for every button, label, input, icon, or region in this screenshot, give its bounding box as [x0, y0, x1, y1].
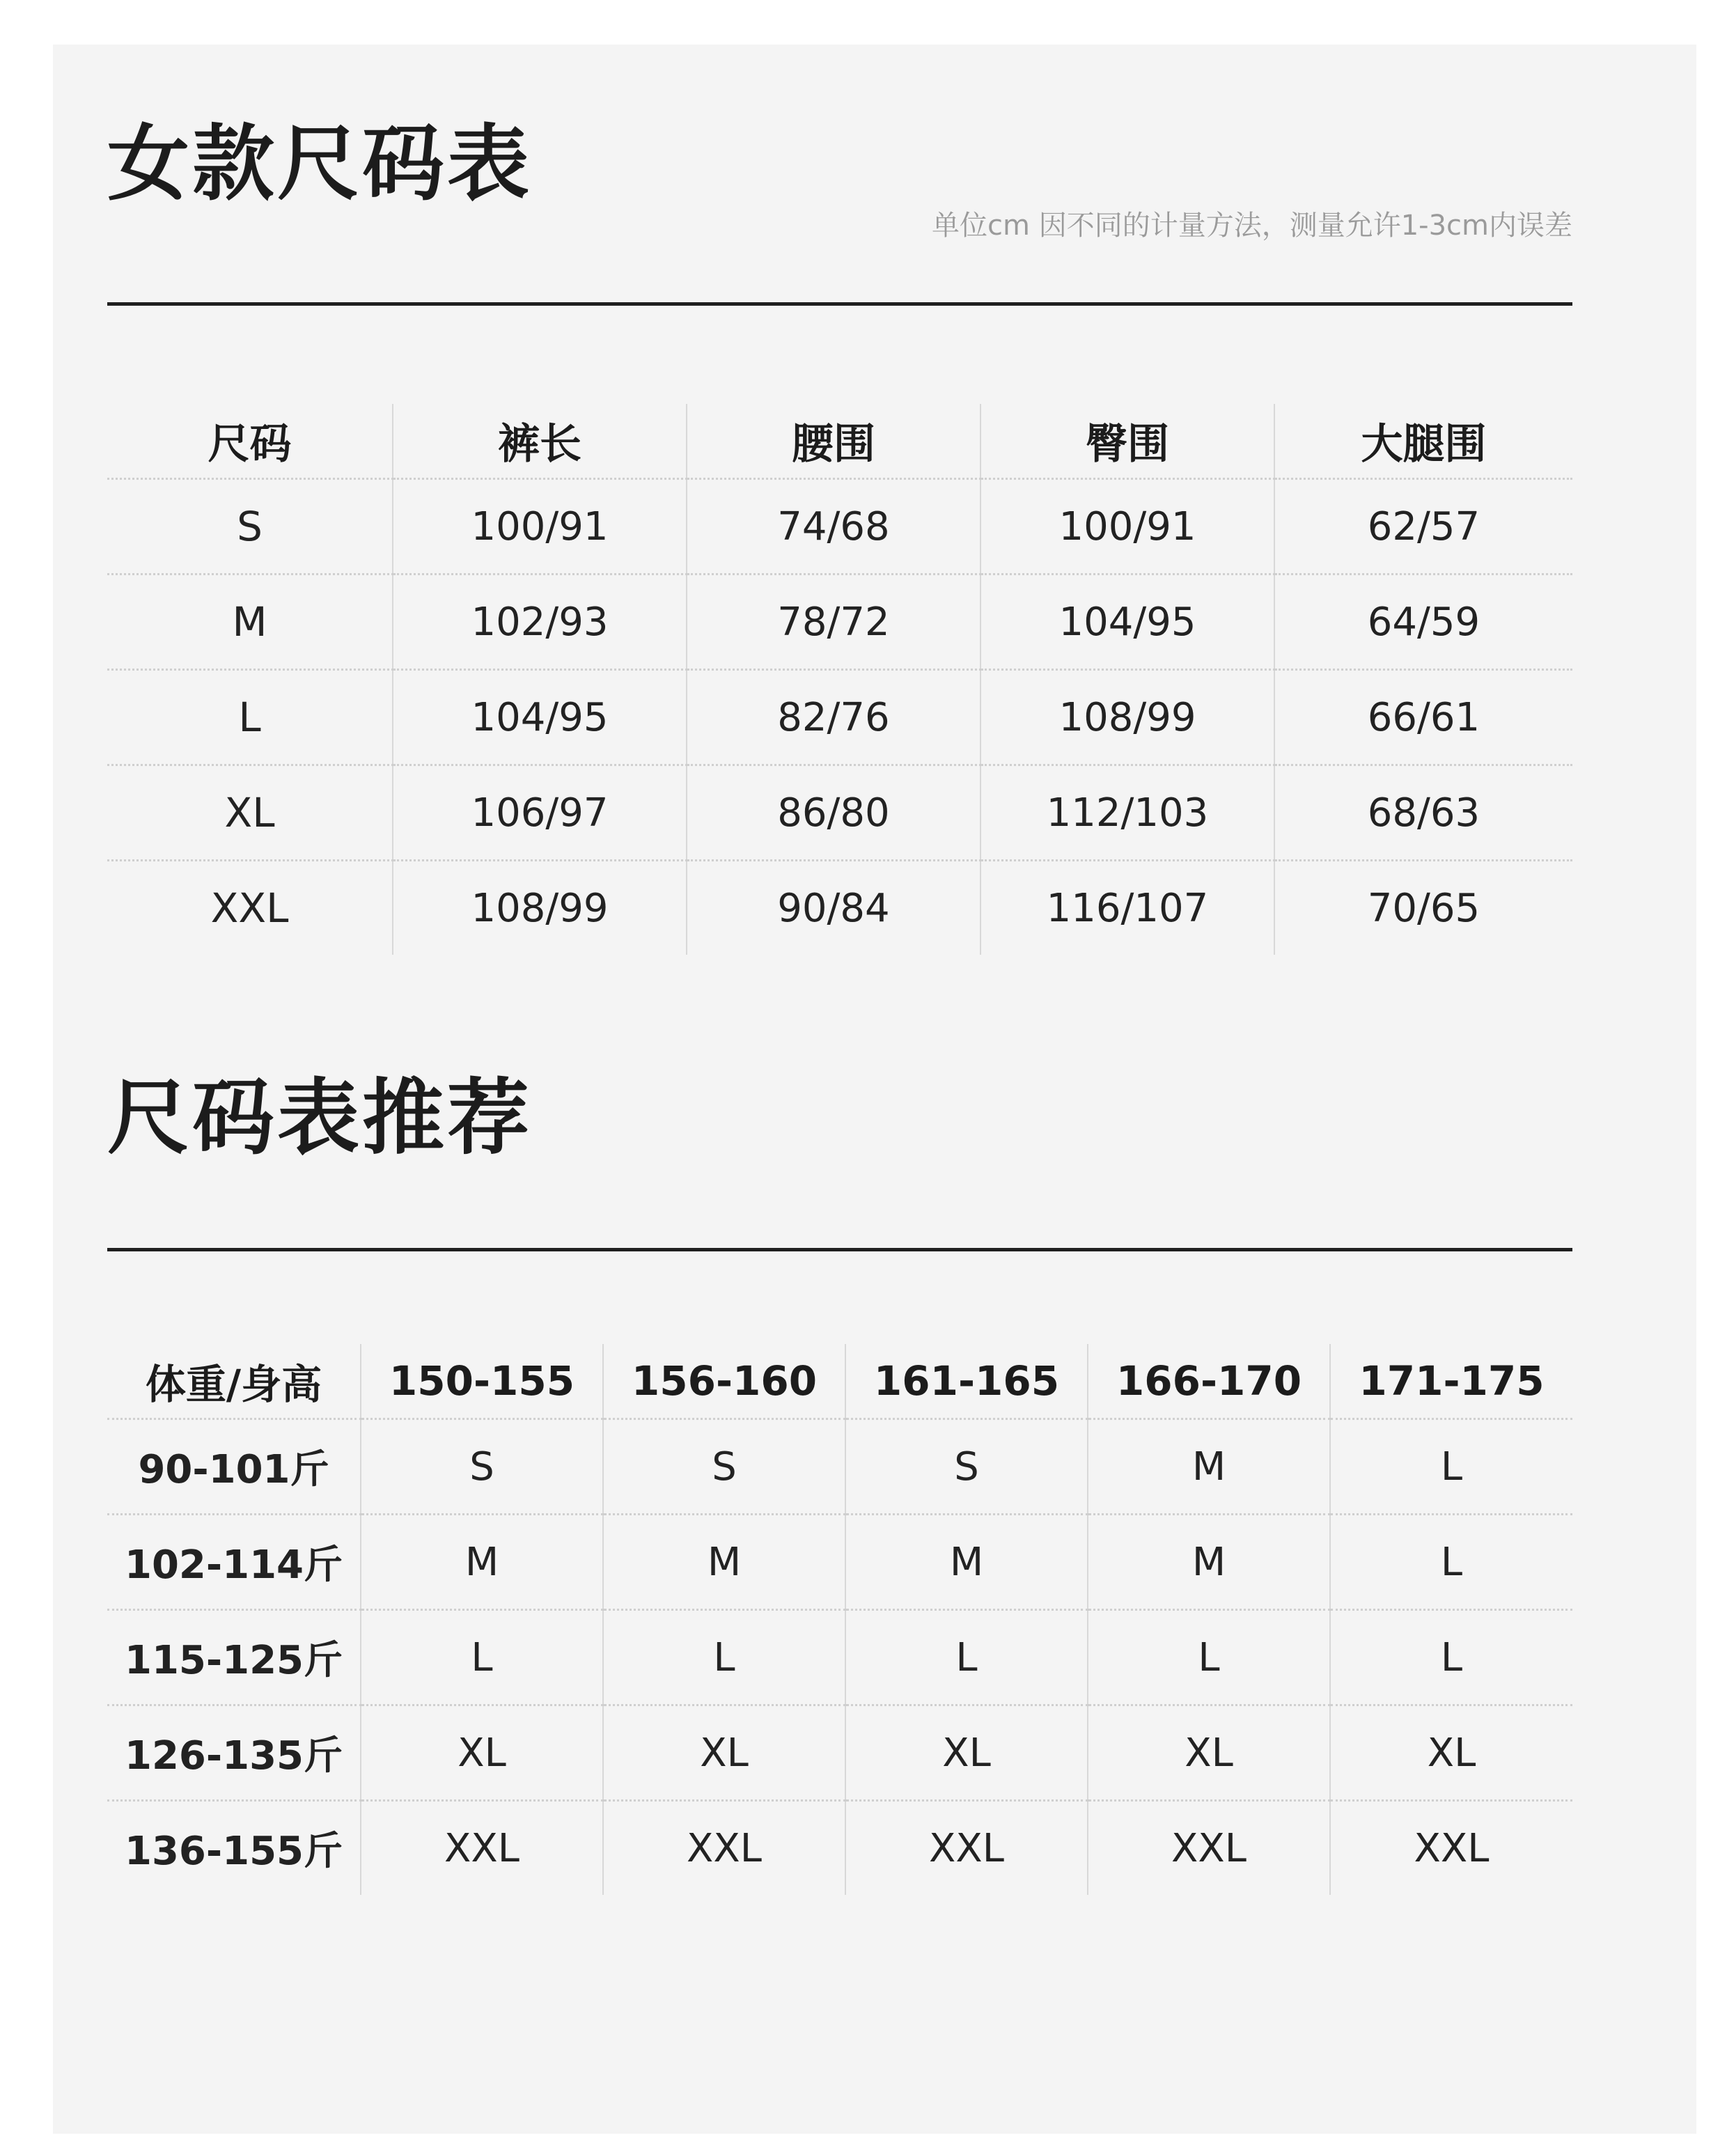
size-table: [107, 404, 1572, 955]
table-row: [107, 1610, 1572, 1705]
table-cell: 90/84: [687, 861, 980, 955]
size-label-cell: S: [107, 479, 393, 575]
table-cell: L: [1330, 1419, 1572, 1515]
table-cell: L: [845, 1610, 1088, 1705]
table-cell: XXL: [845, 1801, 1088, 1896]
table-header-row: [107, 404, 1572, 479]
table-cell: 112/103: [980, 765, 1274, 861]
header-cell: 161-165: [845, 1344, 1088, 1419]
table-cell: S: [845, 1419, 1088, 1515]
weight-range-cell: 115-125斤: [107, 1610, 361, 1705]
header-cell: 大腿围: [1274, 404, 1572, 479]
table-row: [107, 575, 1572, 670]
recommend-chart-title: 尺码表推荐: [107, 1070, 533, 1166]
table-row: [107, 1419, 1572, 1515]
table-row: [107, 670, 1572, 765]
header-cell: 166-170: [1088, 1344, 1330, 1419]
table-cell: L: [1088, 1610, 1330, 1705]
table-cell: XXL: [603, 1801, 845, 1896]
size-label-cell: L: [107, 670, 393, 765]
header-cell: 裤长: [393, 404, 687, 479]
title-divider: [107, 1248, 1572, 1251]
table-cell: L: [1330, 1515, 1572, 1610]
table-cell: 104/95: [980, 575, 1274, 670]
table-cell: 68/63: [1274, 765, 1572, 861]
title-divider: [107, 302, 1572, 306]
table-cell: L: [361, 1610, 603, 1705]
table-cell: XXL: [1330, 1801, 1572, 1896]
weight-range-cell: 126-135斤: [107, 1705, 361, 1801]
table-cell: 100/91: [393, 479, 687, 575]
table-row: [107, 1515, 1572, 1610]
table-header-row: [107, 1344, 1572, 1419]
header-cell: 尺码: [208, 420, 292, 469]
table-row: [107, 1801, 1572, 1896]
table-cell: 64/59: [1274, 575, 1572, 670]
size-label-cell: M: [107, 575, 393, 670]
table-cell: M: [845, 1515, 1088, 1610]
table-row: [107, 765, 1572, 861]
table-cell: 108/99: [980, 670, 1274, 765]
table-cell: 106/97: [393, 765, 687, 861]
table-cell: 86/80: [687, 765, 980, 861]
table-row: [107, 861, 1572, 955]
table-cell: S: [603, 1419, 845, 1515]
table-cell: S: [361, 1419, 603, 1515]
table-cell: XXL: [361, 1801, 603, 1896]
table-cell: L: [1330, 1610, 1572, 1705]
header-cell: 150-155: [361, 1344, 603, 1419]
table-cell: 116/107: [980, 861, 1274, 955]
weight-range-cell: 102-114斤: [107, 1515, 361, 1610]
size-label-cell: XL: [107, 765, 393, 861]
header-cell: 腰围: [687, 404, 980, 479]
table-cell: XXL: [1088, 1801, 1330, 1896]
table-cell: 74/68: [687, 479, 980, 575]
table-cell: L: [603, 1610, 845, 1705]
table-cell: XL: [361, 1705, 603, 1801]
table-cell: XL: [603, 1705, 845, 1801]
table-cell: M: [603, 1515, 845, 1610]
weight-range-cell: 90-101斤: [107, 1419, 361, 1515]
header-cell: 171-175: [1330, 1344, 1572, 1419]
table-cell: 100/91: [980, 479, 1274, 575]
size-label-cell: XXL: [107, 861, 393, 955]
table-cell: 70/65: [1274, 861, 1572, 955]
table-cell: 62/57: [1274, 479, 1572, 575]
table-cell: 108/99: [393, 861, 687, 955]
table-cell: 78/72: [687, 575, 980, 670]
recommend-table: [107, 1344, 1572, 1895]
size-chart-title: 女款尺码表: [107, 116, 533, 212]
measurement-note: 单位cm 因不同的计量方法，测量允许1-3cm内误差: [932, 210, 1572, 242]
table-cell: 102/93: [393, 575, 687, 670]
header-cell: 臀围: [980, 404, 1274, 479]
table-cell: XL: [1088, 1705, 1330, 1801]
table-cell: XL: [1330, 1705, 1572, 1801]
table-row: [107, 479, 1572, 575]
header-cell: 156-160: [603, 1344, 845, 1419]
table-cell: M: [1088, 1515, 1330, 1610]
table-cell: XL: [845, 1705, 1088, 1801]
table-cell: 82/76: [687, 670, 980, 765]
table-cell: 66/61: [1274, 670, 1572, 765]
header-cell: 体重/身高: [145, 1361, 322, 1408]
table-row: [107, 1705, 1572, 1801]
table-cell: M: [361, 1515, 603, 1610]
table-cell: M: [1088, 1419, 1330, 1515]
table-cell: 104/95: [393, 670, 687, 765]
weight-range-cell: 136-155斤: [107, 1801, 361, 1896]
